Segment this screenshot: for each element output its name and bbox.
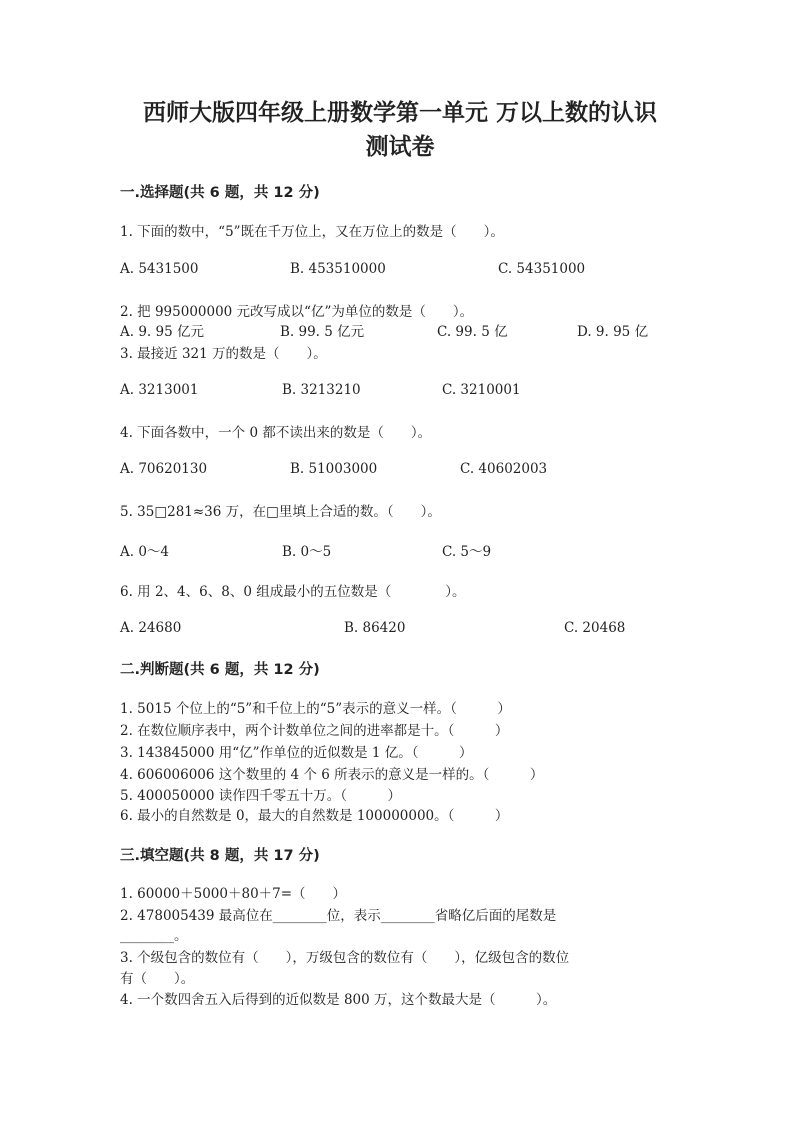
q1-option-a: A. 5431500 xyxy=(120,261,199,277)
question-3: 3. 最接近 321 万的数是（ ）。 xyxy=(120,346,327,362)
q4-option-b: B. 51003000 xyxy=(290,461,378,477)
judge-item-6: 6. 最小的自然数是 0，最大的自然数是 100000000。（ ） xyxy=(120,808,509,824)
q2-option-c: C. 99. 5 亿 xyxy=(437,324,508,340)
question-6: 6. 用 2、4、6、8、0 组成最小的五位数是（ ）。 xyxy=(120,584,466,600)
section-heading-judge: 二.判断题(共 6 题，共 12 分) xyxy=(120,662,320,678)
judge-item-5: 5. 400050000 读作四千零五十万。（ ） xyxy=(120,788,402,804)
judge-item-1: 1. 5015 个位上的“5”和千位上的“5”表示的意义一样。（ ） xyxy=(120,701,511,717)
q2-option-b: B. 99. 5 亿元 xyxy=(280,324,365,340)
q2-option-a: A. 9. 95 亿元 xyxy=(120,324,204,340)
q6-option-c: C. 20468 xyxy=(564,620,626,636)
fill-item-3: 3. 个级包含的数位有（ ），万级包含的数位有（ ），亿级包含的数位 xyxy=(120,950,570,966)
question-4: 4. 下面各数中，一个 0 都不读出来的数是（ ）。 xyxy=(120,425,432,441)
q5-option-b: B. 0～5 xyxy=(282,544,332,560)
q6-option-b: B. 86420 xyxy=(344,620,406,636)
fill-item-1: 1. 60000＋5000＋80＋7=（ ） xyxy=(120,886,347,902)
page-title: 西师大版四年级上册数学第一单元 万以上数的认识 xyxy=(142,100,657,126)
q5-option-c: C. 5～9 xyxy=(442,544,492,560)
fill-item-2-cont: ________。 xyxy=(120,928,188,944)
q3-option-c: C. 3210001 xyxy=(442,382,521,398)
fill-item-2: 2. 478005439 最高位在________位，表示________省略亿后面的尾数是 xyxy=(120,908,557,924)
judge-item-4: 4. 606006006 这个数里的 4 个 6 所表示的意义是一样的。（ ） xyxy=(120,767,544,783)
judge-item-3: 3. 143845000 用“亿”作单位的近似数是 1 亿。（ ） xyxy=(120,745,473,761)
question-5: 5. 35□281≈36 万，在□里填上合适的数。（ ）。 xyxy=(120,504,441,520)
question-2: 2. 把 995000000 元改写成以“亿”为单位的数是（ ）。 xyxy=(120,304,474,320)
q4-option-c: C. 40602003 xyxy=(460,461,548,477)
q3-option-a: A. 3213001 xyxy=(120,382,199,398)
q3-option-b: B. 3213210 xyxy=(282,382,361,398)
q1-option-b: B. 453510000 xyxy=(290,261,386,277)
question-1: 1. 下面的数中，“5”既在千万位上，又在万位上的数是（ ）。 xyxy=(120,224,504,240)
section-heading-fill: 三.填空题(共 8 题，共 17 分) xyxy=(120,848,320,864)
q4-option-a: A. 70620130 xyxy=(120,461,208,477)
q6-option-a: A. 24680 xyxy=(120,620,182,636)
fill-item-3-cont: 有（ ）。 xyxy=(120,971,195,987)
q1-option-c: C. 54351000 xyxy=(498,261,586,277)
page-subtitle: 测试卷 xyxy=(365,134,435,160)
fill-item-4: 4. 一个数四舍五入后得到的近似数是 800 万，这个数最大是（ ）。 xyxy=(120,992,557,1008)
q5-option-a: A. 0～4 xyxy=(120,544,170,560)
judge-item-2: 2. 在数位顺序表中，两个计数单位之间的进率都是十。（ ） xyxy=(120,723,509,739)
q2-option-d: D. 9. 95 亿 xyxy=(577,324,649,340)
section-heading-choice: 一.选择题(共 6 题，共 12 分) xyxy=(120,185,320,201)
